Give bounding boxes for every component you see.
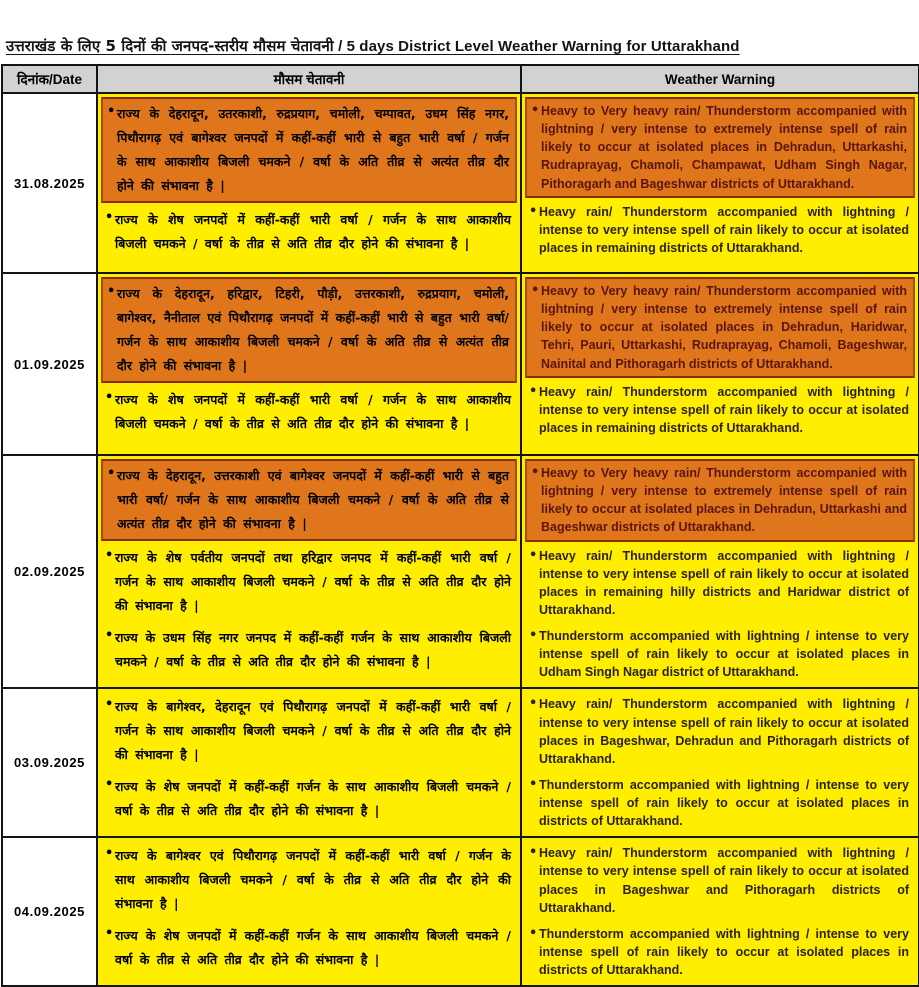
bullet-icon: • (529, 845, 538, 861)
warning-text: Thunderstorm accompanied with lightning / intense to very intense spell of rain likely to occur at isolated places in Udham Singh Nagar district of Uttarakhand. (539, 629, 909, 680)
bullet-icon: • (529, 776, 538, 792)
bullet-icon: • (529, 628, 538, 643)
bullet-icon: • (105, 846, 114, 862)
bullet-icon: • (531, 103, 540, 118)
table-row (2, 93, 919, 273)
warning-item-orange (525, 459, 915, 542)
warning-item-yellow (525, 841, 915, 920)
bullet-icon: • (105, 548, 114, 563)
hindi-warning-cell (97, 455, 521, 688)
table-header-date: दिनांक/Date (2, 65, 97, 93)
date-cell: 03.09.2025 (2, 688, 97, 837)
warning-text: Heavy to Very heavy rain/ Thunderstorm accompanied with lightning / very intense to extremely intense spell of rain likely to occur at isolated places in Dehradun, Haridwar, Tehri, Pauri, Uttarkashi, Rudraprayag, Chamoli, Bageshwar, Nainital and Pithoragarh districts of Uttarakhand. (541, 284, 907, 371)
hindi-warning-cell (97, 688, 521, 837)
warning-text: राज्य के उधम सिंह नगर जनपद में कहीं-कहीं गर्जन के साथ आकाशीय बिजली चमकने / वर्षा के तीव्र से अति तीव्र दौर होने की संभावना है | (115, 630, 511, 669)
warning-text: राज्य के बागेश्वर एवं पिथौरागढ़ जनपदों में कहीं-कहीं भारी वर्षा / गर्जन के साथ आकाशीय बिजली चमकने / वर्षा के तीव्र से अति तीव्र दौर होने की संभावना है | (115, 848, 511, 912)
date-cell: 01.09.2025 (2, 273, 97, 455)
table-row (2, 837, 919, 986)
table-row (2, 273, 919, 455)
date-cell: 02.09.2025 (2, 455, 97, 688)
bullet-icon: • (529, 203, 538, 219)
warning-item-orange (101, 277, 517, 383)
warning-item-yellow (525, 380, 915, 440)
bullet-icon: • (105, 777, 114, 793)
warning-text: Heavy to Very heavy rain/ Thunderstorm accompanied with lightning / very intense to extremely intense spell of rain likely to occur at isolated places in Dehradun, Uttarkashi, Rudraprayag, Chamoli, Champawat, Udham Singh Nagar, Pithoragarh and Bageshwar districts of Uttarakhand. (541, 104, 907, 191)
bullet-icon: • (105, 628, 114, 643)
warning-item-yellow (101, 543, 517, 621)
warning-text: Heavy rain/ Thunderstorm accompanied with lightning / intense to very intense spell of rain likely to occur at isolated places in remaining districts of Uttarakhand. (539, 384, 909, 435)
warning-item-orange (101, 459, 517, 541)
warning-item-yellow (525, 922, 915, 982)
warning-text: Heavy rain/ Thunderstorm accompanied with lightning / intense to very intense spell of rain likely to occur at isolated places in Bageshwar, Dehradun and Pithoragarh districts of Uttarakhand. (539, 697, 909, 766)
bullet-icon: • (529, 925, 538, 941)
warning-text: राज्य के शेष जनपदों में कहीं-कहीं गर्जन के साथ आकाशीय बिजली चमकने / वर्षा के तीव्र से अति तीव्र दौर होने की संभावना है | (115, 779, 511, 819)
warning-item-yellow (525, 624, 915, 684)
bullet-icon: • (107, 104, 116, 119)
warning-item-yellow (101, 692, 517, 770)
warning-item-orange (101, 97, 517, 203)
bullet-icon: • (529, 547, 538, 563)
english-warning-cell (521, 688, 919, 837)
page-title-hindi: उत्तराखंड के लिए 5 दिनों की जनपद-स्तरीय मौसम चेतावनी (6, 37, 334, 55)
warning-text: Heavy to Very heavy rain/ Thunderstorm accompanied with lightning / very intense to extremely intense spell of rain likely to occur at isolated places in Dehradun, Uttarkashi and Bageshwar districts of Uttarakhand. (541, 466, 907, 535)
warning-text: Heavy rain/ Thunderstorm accompanied with lightning / intense to very intense spell of rain likely to occur at isolated places in remaining districts of Uttarakhand. (539, 204, 909, 255)
bullet-icon: • (531, 283, 540, 298)
warning-item-yellow (101, 385, 517, 439)
english-warning-cell (521, 93, 919, 273)
warning-item-orange (525, 277, 915, 378)
date-cell: 31.08.2025 (2, 93, 97, 273)
warning-text: राज्य के देहरादून, उत्तरकाशी एवं बागेश्वर जनपदों में कहीं-कहीं भारी से बहुत भारी वर्षा/ गर्जन के साथ आकाशीय बिजली चमकने / वर्षा के अति तीव्र से अत्यंत तीव्र दौर होने की संभावना है | (117, 468, 509, 531)
warning-text: राज्य के देहरादून, हरिद्वार, टिहरी, पौड़ी, उत्तरकाशी, रुद्रप्रयाग, चमोली, बागेश्वर, नैनीताल एवं पिथौरागढ़ जनपदों में कहीं-कहीं भारी से बहुत भारी वर्षा/ गर्जन के साथ आकाशीय बिजली चमकने / वर्षा के अति तीव्र से अत्यंत तीव्र दौर होने की संभावना है | (117, 286, 509, 373)
bullet-icon: • (105, 697, 114, 713)
table-header-row (2, 65, 919, 93)
hindi-warning-cell (97, 273, 521, 455)
warning-table (1, 64, 919, 987)
table-row (2, 455, 919, 688)
english-warning-cell (521, 455, 919, 688)
bullet-icon: • (529, 383, 538, 399)
bullet-icon: • (105, 926, 114, 942)
english-warning-cell (521, 837, 919, 986)
bullet-icon: • (107, 284, 116, 299)
warning-item-orange (525, 97, 915, 198)
bullet-icon: • (105, 210, 114, 225)
warning-item-yellow (101, 205, 517, 259)
bullet-icon: • (107, 466, 116, 481)
bullet-icon: • (529, 696, 538, 712)
hindi-warning-cell (97, 837, 521, 986)
warning-text: राज्य के शेष जनपदों में कहीं-कहीं भारी वर्षा / गर्जन के साथ आकाशीय बिजली चमकने / वर्षा के तीव्र से अति तीव्र दौर होने की संभावना है | (115, 392, 511, 431)
warning-text: राज्य के शेष जनपदों में कहीं-कहीं गर्जन के साथ आकाशीय बिजली चमकने / वर्षा के तीव्र से अति तीव्र दौर होने की संभावना है | (115, 928, 511, 968)
table-row (2, 688, 919, 837)
warning-text: राज्य के शेष पर्वतीय जनपदों तथा हरिद्वार जनपद में कहीं-कहीं भारी वर्षा / गर्जन के साथ आकाशीय बिजली चमकने / वर्षा के तीव्र से अति तीव्र दौर होने की संभावना है | (115, 550, 511, 613)
date-cell: 04.09.2025 (2, 837, 97, 986)
warning-text: राज्य के देहरादून, उतरकाशी, रुद्रप्रयाग, चमोली, चम्पावत, उधम सिंह नगर, पिथौरागढ़ एवं बागेश्वर जनपदों में कहीं-कहीं भारी से बहुत भारी वर्षा / गर्जन के साथ आकाशीय बिजली चमकने / वर्षा के अति तीव्र से अत्यंत तीव्र दौर होने की संभावना है | (117, 106, 509, 193)
warning-item-yellow (101, 921, 517, 975)
warning-item-yellow (525, 200, 915, 260)
hindi-warning-cell (97, 93, 521, 273)
warning-text: Thunderstorm accompanied with lightning / intense to very intense spell of rain likely to occur at isolated places in districts of Uttarakhand. (539, 777, 909, 829)
page-title (6, 36, 915, 56)
warning-text: राज्य के शेष जनपदों में कहीं-कहीं भारी वर्षा / गर्जन के साथ आकाशीय बिजली चमकने / वर्षा के तीव्र से अति तीव्र दौर होने की संभावना है | (115, 212, 511, 251)
warning-item-yellow (525, 544, 915, 623)
warning-item-yellow (101, 772, 517, 826)
warning-text: Heavy rain/ Thunderstorm accompanied with lightning / intense to very intense spell of rain likely to occur at isolated places in remaining hilly districts and Haridwar district of Uttarakhand. (539, 548, 909, 617)
bullet-icon: • (531, 465, 540, 480)
warning-item-yellow (101, 623, 517, 677)
english-warning-cell (521, 273, 919, 455)
warning-text: Thunderstorm accompanied with lightning / intense to very intense spell of rain likely to occur at isolated places in districts of Uttarakhand. (539, 926, 909, 977)
weather-bulletin-page (0, 36, 919, 987)
warning-item-yellow (525, 773, 915, 833)
table-header-hindi-warning: मौसम चेतावनी (97, 65, 521, 93)
warning-item-yellow (101, 841, 517, 919)
warning-item-yellow (525, 692, 915, 771)
warning-text: Heavy rain/ Thunderstorm accompanied with lightning / intense to very intense spell of rain likely to occur at isolated places in Bageshwar and Pithoragarh districts of Uttarakhand. (539, 846, 909, 915)
warning-text: राज्य के बागेश्वर, देहरादून एवं पिथौरागढ़ जनपदों में कहीं-कहीं भारी वर्षा / गर्जन के साथ आकाशीय बिजली चमकने / वर्षा के तीव्र से अति तीव्र दौर होने की संभावना है | (115, 699, 511, 763)
page-title-english: / 5 days District Level Weather Warning for Uttarakhand (333, 38, 740, 55)
table-header-english-warning: Weather Warning (521, 65, 919, 93)
bullet-icon: • (105, 390, 114, 405)
